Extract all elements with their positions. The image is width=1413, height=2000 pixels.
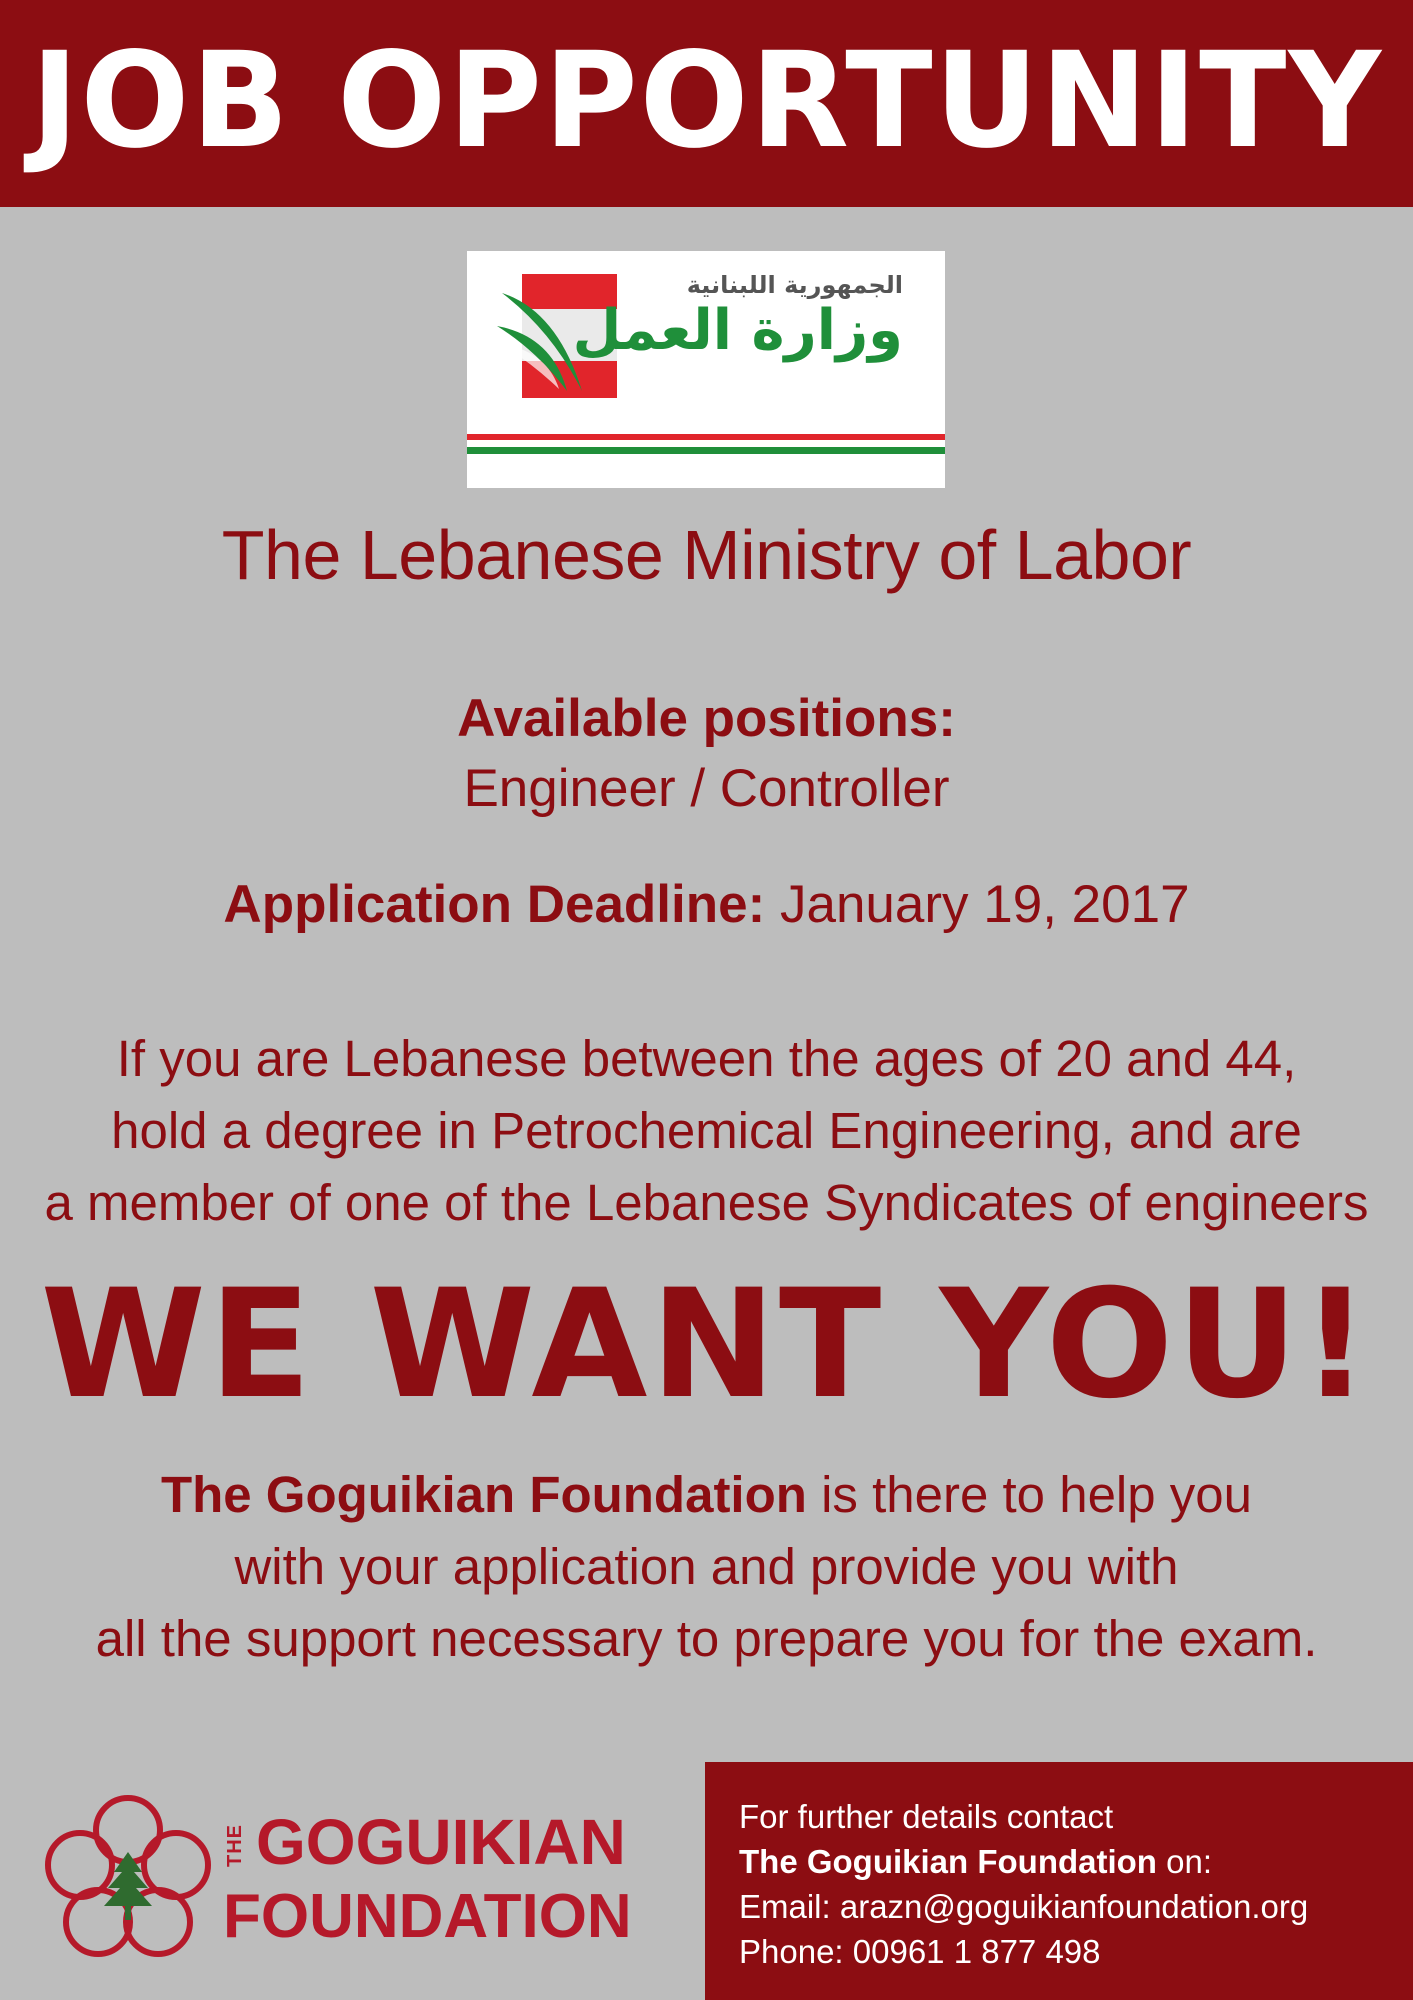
contact-org: The Goguikian Foundation xyxy=(739,1843,1157,1880)
headline: WE WANT YOU! xyxy=(40,1258,1373,1432)
contact-phone-label: Phone: xyxy=(739,1933,853,1970)
positions-value: Engineer / Controller xyxy=(463,759,950,818)
deadline-line xyxy=(0,874,1413,935)
header-title: JOB OPPORTUNITY xyxy=(30,23,1383,178)
ministry-logo-title: وزارة العمل xyxy=(572,298,903,363)
foundation-logo xyxy=(38,1790,668,1970)
positions-label: Available positions: xyxy=(457,689,956,748)
requirement-line: a member of one of the Lebanese Syndicates of engineers xyxy=(44,1174,1369,1231)
ministry-logo-subtitle: الجمهورية اللبنانية xyxy=(686,271,903,299)
requirements xyxy=(0,1023,1413,1239)
contact-intro: For further details contact xyxy=(739,1798,1114,1835)
help-text xyxy=(0,1459,1413,1675)
help-line xyxy=(0,1459,1413,1531)
foundation-logo-line1: GOGUIKIAN xyxy=(256,1806,626,1878)
ministry-logo-text xyxy=(573,273,903,364)
contact-email-line xyxy=(739,1884,1413,1929)
contact-phone-line xyxy=(739,1929,1413,1974)
deadline-label: Application Deadline: xyxy=(223,875,766,934)
flower-icon xyxy=(38,1790,218,1970)
foundation-logo-the: THE xyxy=(224,1824,246,1867)
help-line: with your application and provide you with xyxy=(234,1538,1179,1595)
ministry-name: The Lebanese Ministry of Labor xyxy=(221,516,1192,594)
contact-org-suffix: on: xyxy=(1156,1843,1213,1880)
contact-org-line xyxy=(739,1839,1413,1884)
contact-email-label: Email: xyxy=(739,1888,840,1925)
contact-box xyxy=(705,1762,1413,2000)
foundation-logo-line2: FOUNDATION xyxy=(223,1882,632,1951)
requirement-line: hold a degree in Petrochemical Engineering, and are xyxy=(111,1102,1302,1159)
requirement-line: If you are Lebanese between the ages of 20 and 44, xyxy=(116,1030,1297,1087)
help-line: all the support necessary to prepare you for the exam. xyxy=(95,1610,1318,1667)
contact-email[interactable]: arazn@goguikianfoundation.org xyxy=(839,1888,1309,1925)
deadline-value: January 19, 2017 xyxy=(779,875,1190,934)
help-line-rest: is there to help you xyxy=(806,1466,1253,1523)
header-banner xyxy=(0,0,1413,207)
ministry-logo xyxy=(467,251,945,488)
help-foundation-name: The Goguikian Foundation xyxy=(160,1466,807,1523)
contact-phone[interactable]: 00961 1 877 498 xyxy=(852,1933,1101,1970)
